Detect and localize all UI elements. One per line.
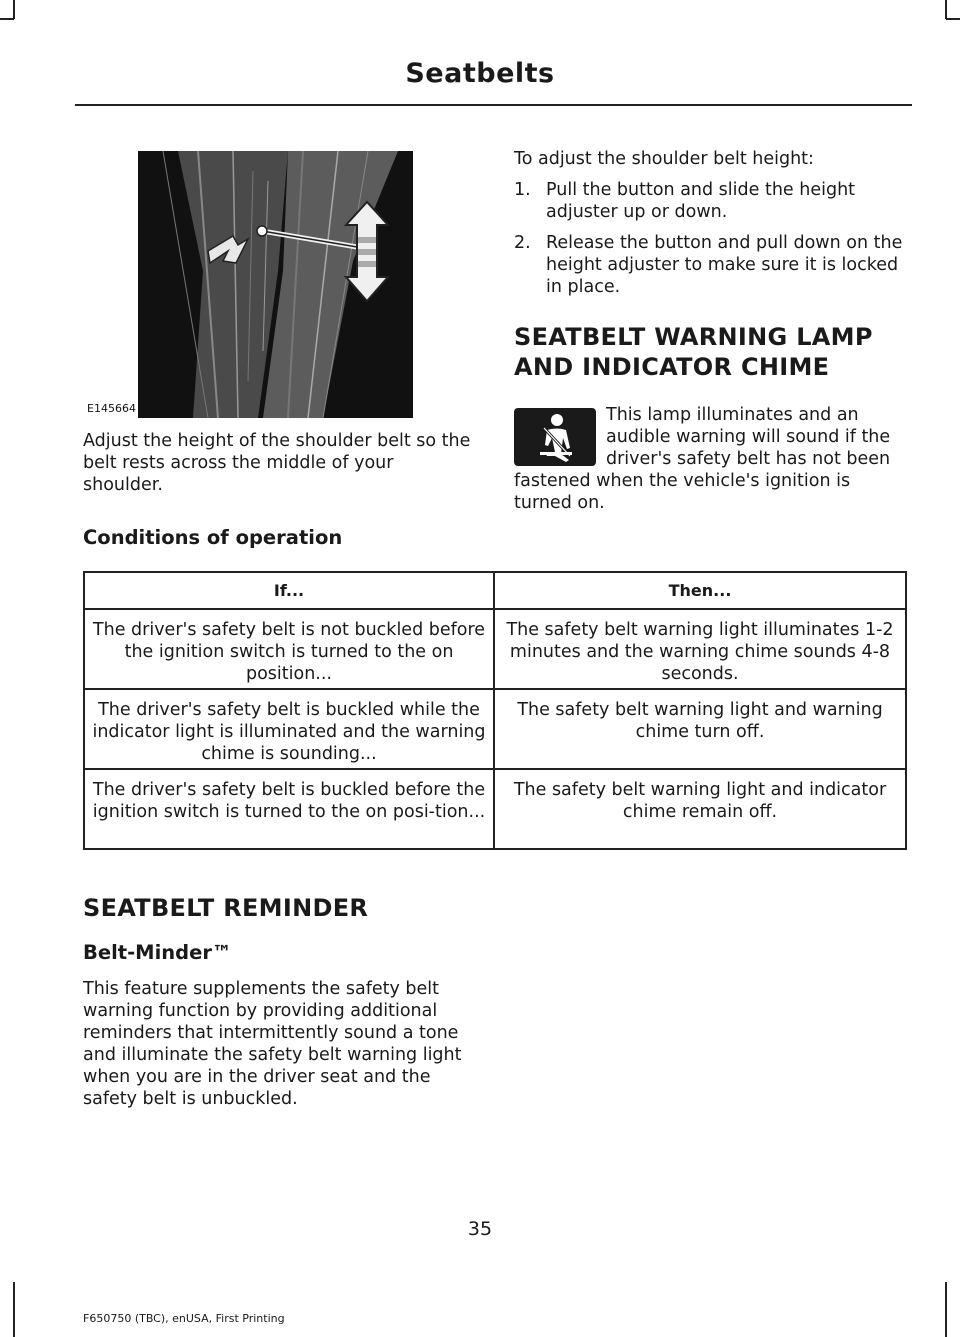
crop-mark [946,18,960,20]
crop-mark [0,18,14,20]
shoulder-belt-figure [83,151,413,418]
column-header-then: Then... [494,572,906,609]
table-header-row [84,572,906,609]
warning-lamp-text: This lamp illuminates and an audible warning will sound if the driver's safety belt has not been fastened when the vehicle's ignition is turned on. [514,405,891,513]
table-cell-then: The safety belt warning light illuminates 1-2 minutes and the warning chime sounds 4-8 seconds. [494,609,906,689]
table-cell-then: The safety belt warning light and warning chime turn off. [494,689,906,769]
table-cell-if: The driver's safety belt is buckled while the indicator light is illuminated and the warning chime is sounding... [84,689,494,769]
crop-mark [945,1282,947,1337]
crop-mark [13,0,15,19]
adjust-intro: To adjust the shoulder belt height: [514,149,814,169]
step-number: 1. [514,180,531,200]
footer-text: F650750 (TBC), enUSA, First Printing [83,1312,285,1325]
table-row [84,689,906,769]
step-number: 2. [514,233,531,253]
belt-illustration [138,151,413,418]
reminder-text: This feature supplements the safety belt warning function by providing additional reminders that intermittently sound a tone and illuminate the safety belt warning light when you are in the driver seat and the safety belt is unbuckled. [83,979,462,1109]
step-text: Pull the button and slide the height adjuster up or down. [546,180,856,222]
right-column [514,148,910,514]
step-text: Release the button and pull down on the height adjuster to make sure it is locked in place. [546,233,903,297]
warning-heading-line1: SEATBELT WARNING LAMP [514,323,873,351]
list-item [514,232,910,298]
table-row [84,769,906,849]
warning-lamp-heading [514,322,910,382]
list-item [514,179,910,223]
crop-mark [13,1282,15,1337]
warning-heading-line2: AND INDICATOR CHIME [514,353,830,381]
table-cell-if: The driver's safety belt is buckled before the ignition switch is turned to the on posi-tion... [84,769,494,849]
adjust-steps [514,179,910,298]
table-cell-if: The driver's safety belt is not buckled before the ignition switch is turned to the on position... [84,609,494,689]
header-divider [75,104,912,106]
page-title: Seatbelts [405,58,555,89]
conditions-table [83,571,907,850]
page-number: 35 [467,1218,493,1240]
conditions-title: Conditions of operation [83,526,343,549]
figure-code: E145664 [87,402,136,415]
warning-lamp-section [514,404,910,514]
reminder-subheading: Belt-Minder™ [83,941,232,964]
seatbelt-icon [514,408,596,466]
seatbelt-reminder-section [83,893,483,1110]
column-header-if: If... [84,572,494,609]
crop-mark [945,0,947,19]
reminder-heading: SEATBELT REMINDER [83,894,369,922]
shoulder-belt-text: Adjust the height of the shoulder belt so the belt rests across the middle of your shoulder. [83,431,471,495]
table-cell-then: The safety belt warning light and indicator chime remain off. [494,769,906,849]
table-row [84,609,906,689]
